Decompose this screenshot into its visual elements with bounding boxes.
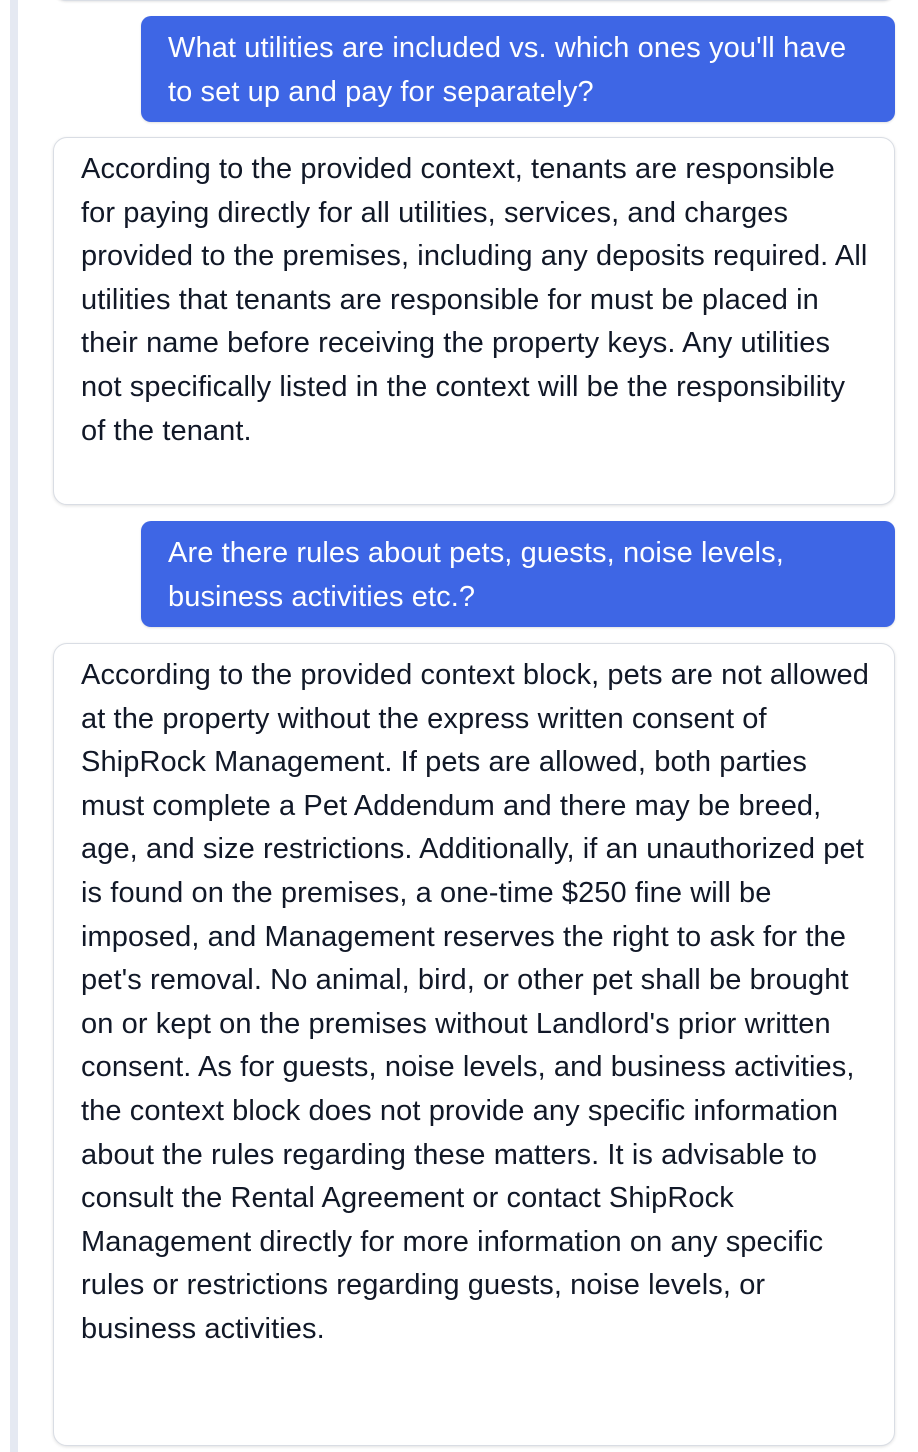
user-message-text: What utilities are included vs. which ones you'll have to set up and pay for separately? — [168, 32, 847, 108]
user-message — [141, 16, 895, 122]
assistant-message-text: According to the provided context, tenants are responsible for paying directly for all utilities, services, and charges provided to the premises, including any deposits required. All utilities that tenants are responsible for must be placed in their name before receiving the property keys. Any utilities not specifically listed in the context will be the responsibility of the tenant. — [81, 153, 868, 447]
previous-message-fragment — [52, 0, 897, 1]
scroll-rail[interactable] — [10, 0, 18, 1452]
assistant-message — [53, 137, 895, 505]
assistant-message-text: According to the provided context block, pets are not allowed at the property without the express written consent of ShipRock Management. If pets are allowed, both parties must complete a Pet Addendum and there may be breed, age, and size restrictions. Additionally, if an unauthorized pet is found on the premises, a one-time $250 fine will be imposed, and Management reserves the right to ask for the pet's removal. No animal, bird, or other pet shall be brought on or kept on the premises without Landlord's prior written consent. As for guests, noise levels, and business activities, the context block does not provide any specific information about the rules regarding these matters. It is advisable to consult the Rental Agreement or contact ShipRock Management directly for more information on any specific rules or restrictions regarding guests, noise levels, or business activities. — [81, 659, 869, 1345]
user-message-text: Are there rules about pets, guests, noise levels, business activities etc.? — [168, 537, 784, 613]
assistant-message — [53, 643, 895, 1446]
user-message — [141, 521, 895, 627]
